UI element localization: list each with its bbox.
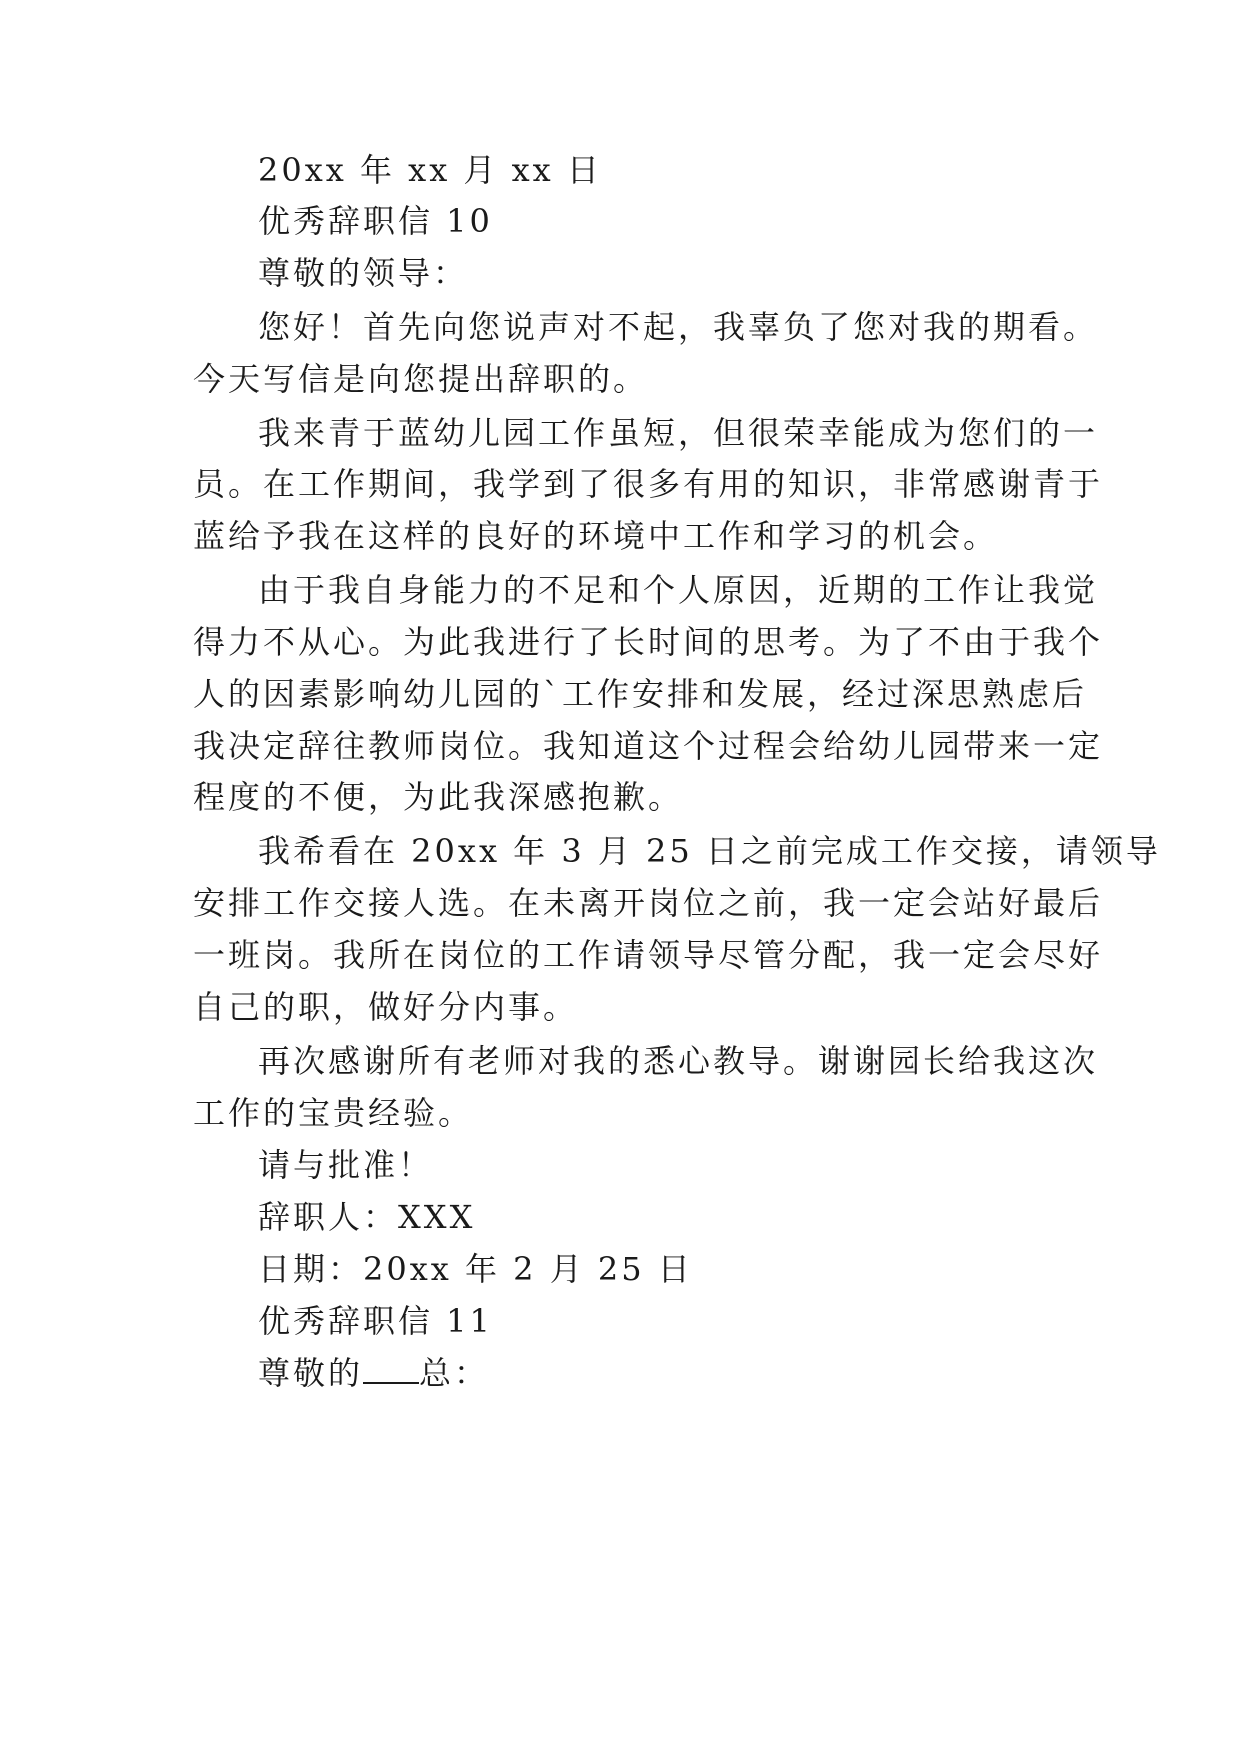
paragraph-1-line-2: 今天写信是向您提出辞职的。 [193, 360, 649, 398]
name-blank [363, 1356, 419, 1384]
paragraph-2-line-3: 蓝给予我在这样的良好的环境中工作和学习的机会。 [193, 517, 999, 555]
paragraph-2-line-2: 员。在工作期间，我学到了很多有用的知识，非常感谢青于 [193, 465, 1104, 503]
paragraph-5-line-1: 再次感谢所有老师对我的悉心教导。谢谢园长给我这次 [258, 1042, 1099, 1080]
paragraph-4-line-3: 一班岗。我所在岗位的工作请领导尽管分配，我一定会尽好 [193, 936, 1104, 974]
paragraph-4-line-1: 我希看在 20xx 年 3 月 25 日之前完成工作交接，请领导 [258, 832, 1161, 870]
signature-date: 日期：20xx 年 2 月 25 日 [258, 1250, 693, 1288]
paragraph-2-line-1: 我来青于蓝幼儿园工作虽短，但很荣幸能成为您们的一 [258, 414, 1099, 452]
letter-10-heading: 优秀辞职信 10 [258, 202, 493, 240]
paragraph-3-line-1: 由于我自身能力的不足和个人原因，近期的工作让我觉 [258, 571, 1099, 609]
date-header: 20xx 年 xx 月 xx 日 [258, 151, 602, 189]
paragraph-4-line-4: 自己的职，做好分内事。 [193, 988, 579, 1026]
paragraph-5-line-2: 工作的宝贵经验。 [193, 1094, 474, 1132]
letter-11-salutation [258, 1353, 489, 1393]
paragraph-3-line-4: 我决定辞往教师岗位。我知道这个过程会给幼儿园带来一定 [193, 727, 1104, 765]
paragraph-3-line-2: 得力不从心。为此我进行了长时间的思考。为了不由于我个 [193, 623, 1104, 661]
salutation-suffix: 总： [419, 1354, 490, 1392]
approval-request: 请与批准！ [258, 1146, 434, 1184]
paragraph-3-line-5: 程度的不便，为此我深感抱歉。 [193, 778, 684, 816]
paragraph-1-line-1: 您好！首先向您说声对不起，我辜负了您对我的期看。 [258, 308, 1099, 346]
letter-10-salutation: 尊敬的领导： [258, 254, 469, 292]
signer-line: 辞职人：XXX [258, 1198, 476, 1236]
paragraph-4-line-2: 安排工作交接人选。在未离开岗位之前，我一定会站好最后 [193, 884, 1104, 922]
paragraph-3-line-3: 人的因素影响幼儿园的`工作安排和发展，经过深思熟虑后 [193, 675, 1088, 713]
salutation-prefix: 尊敬的 [258, 1354, 364, 1392]
letter-11-heading: 优秀辞职信 11 [258, 1302, 493, 1340]
